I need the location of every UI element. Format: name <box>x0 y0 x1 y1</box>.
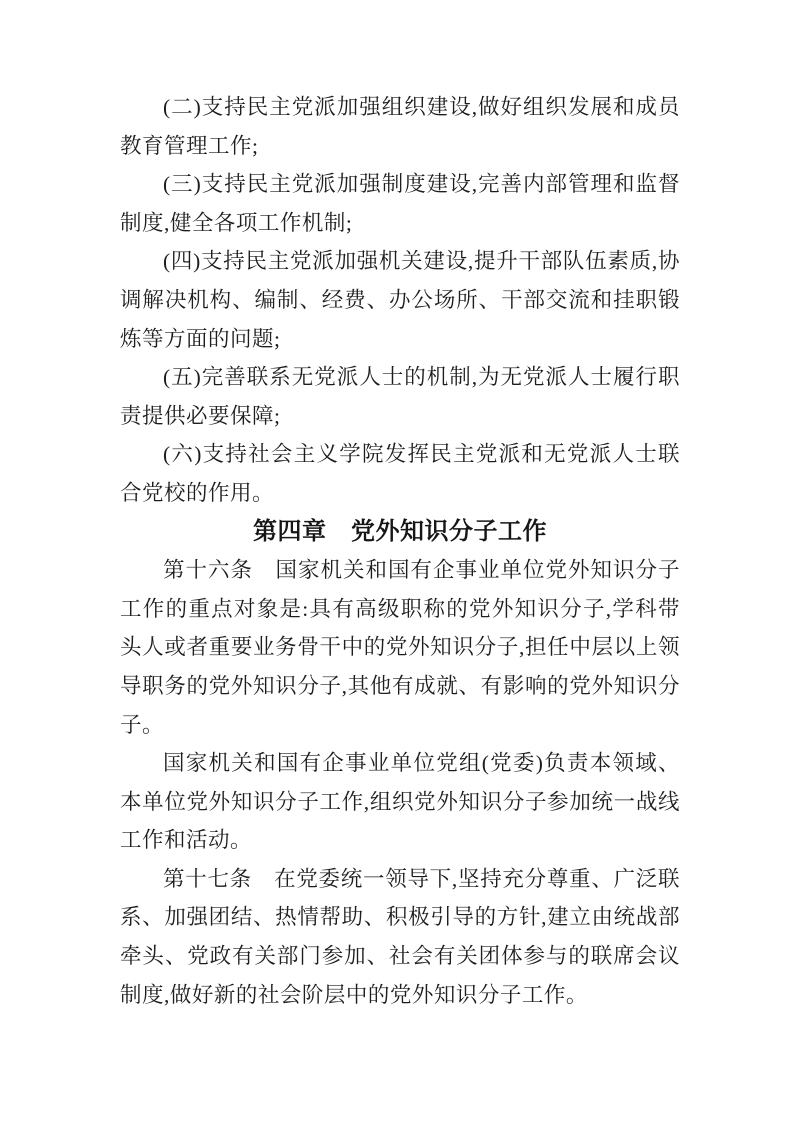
paragraph-item-3: (三)支持民主党派加强制度建设,完善内部管理和监督制度,健全各项工作机制; <box>120 172 680 235</box>
paragraph-item-4: (四)支持民主党派加强机关建设,提升干部队伍素质,协调解决机构、编制、经费、办公场所、干部交流和挂职锻炼等方面的问题; <box>120 249 680 351</box>
paragraph-article-16: 第十六条 国家机关和国有企事业单位党外知识分子工作的重点对象是:具有高级职称的党外知识分子,学科带头人或者重要业务骨干中的党外知识分子,担任中层以上领导职务的党外知识分子,其他有成就、有影响的党外知识分子。 <box>120 558 680 737</box>
paragraph-item-2: (二)支持民主党派加强组织建设,做好组织发展和成员教育管理工作; <box>120 95 680 158</box>
chapter-heading: 第四章 党外知识分子工作 <box>253 517 547 545</box>
paragraph-article-16-cont: 国家机关和国有企事业单位党组(党委)负责本领域、本单位党外知识分子工作,组织党外知识分子参加统一战线工作和活动。 <box>120 751 680 853</box>
document-body <box>120 88 680 1014</box>
paragraph-item-6: (六)支持社会主义学院发挥民主党派和无党派人士联合党校的作用。 <box>120 442 680 505</box>
paragraph-article-17: 第十七条 在党委统一领导下,坚持充分尊重、广泛联系、加强团结、热情帮助、积极引导的方针,建立由统战部牵头、党政有关部门参加、社会有关团体参与的联席会议制度,做好新的社会阶层中的党外知识分子工作。 <box>120 866 680 1007</box>
paragraph-item-5: (五)完善联系无党派人士的机制,为无党派人士履行职责提供必要保障; <box>120 365 680 428</box>
